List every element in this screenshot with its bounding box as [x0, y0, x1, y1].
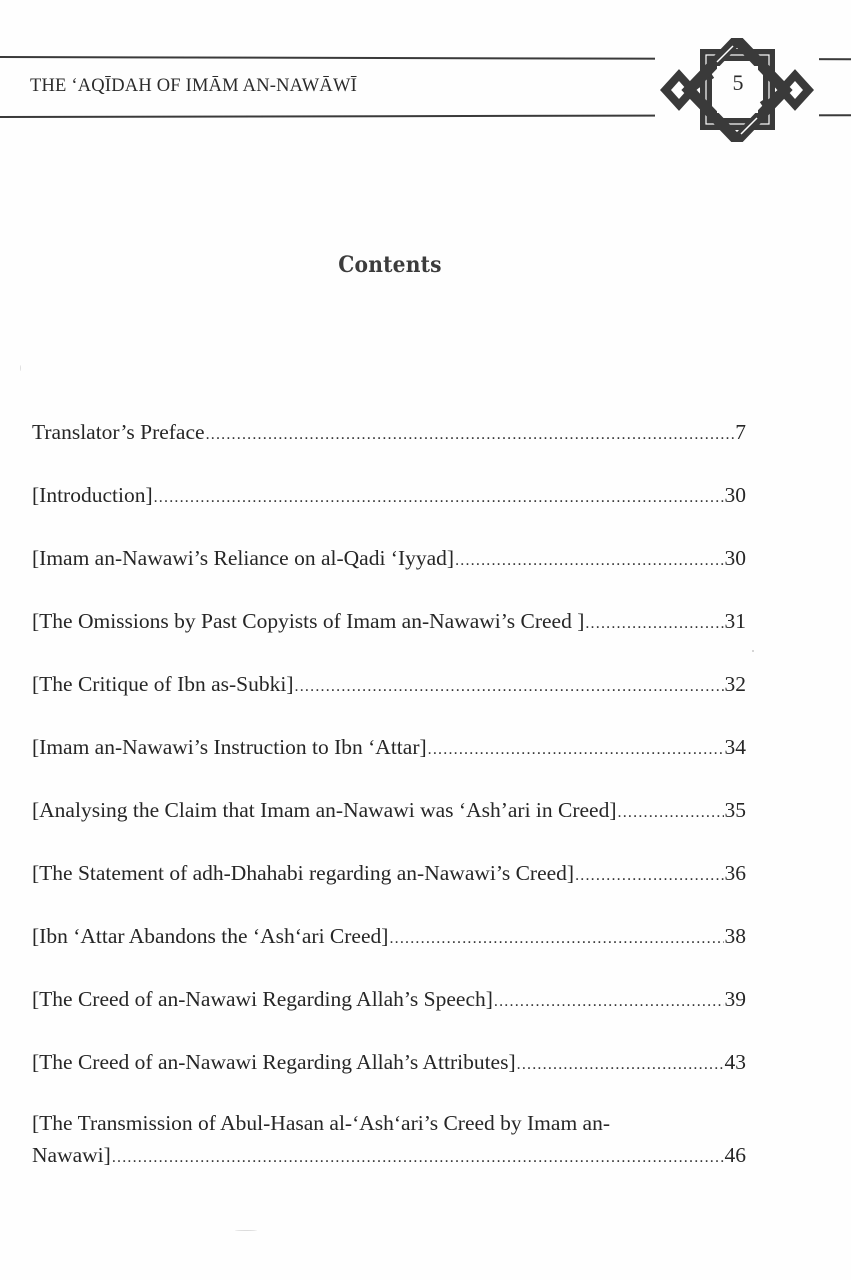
toc-entry-title: [Ibn ‘Attar Abandons the ‘Ash‘ari Creed]	[32, 924, 389, 948]
toc-entry-page: 32	[724, 672, 746, 696]
toc-entry-page: 35	[724, 798, 746, 822]
toc-entry[interactable]	[32, 607, 746, 638]
toc-entry-title: [The Critique of Ibn as-Subki]	[32, 672, 294, 696]
toc-entry-page: 34	[724, 735, 746, 759]
toc-entry-title: [Analysing the Claim that Imam an-Nawawi was ‘Ash’ari in Creed]	[32, 798, 617, 822]
toc-entry[interactable]	[32, 859, 746, 890]
toc-entry-page: 7	[735, 420, 746, 444]
toc-entry[interactable]	[32, 1048, 746, 1079]
dot-leader	[389, 925, 723, 953]
toc-entry-title: [The Omissions by Past Copyists of Imam an-Nawawi’s Creed ]	[32, 609, 585, 633]
page-title: Contents	[338, 252, 442, 278]
toc-entry-title: [Imam an-Nawawi’s Reliance on al-Qadi ‘Iyyad]	[32, 546, 455, 570]
toc-entry-page: 46	[724, 1143, 746, 1167]
scan-speck	[752, 650, 754, 652]
toc-entry-title: [The Creed of an-Nawawi Regarding Allah’s Attributes]	[32, 1050, 516, 1074]
toc-entry-title-line2: Nawawi]	[32, 1143, 111, 1167]
dot-leader	[295, 673, 724, 701]
dot-leader	[206, 421, 735, 449]
toc-entry-title: [The Creed of an-Nawawi Regarding Allah’s Speech]	[32, 987, 493, 1011]
dot-leader	[112, 1144, 724, 1172]
toc-entry[interactable]	[32, 733, 746, 764]
toc-entry[interactable]	[32, 985, 746, 1016]
dot-leader	[575, 862, 723, 890]
dot-leader	[428, 736, 724, 764]
dot-leader	[154, 484, 724, 512]
toc-entry[interactable]	[32, 418, 746, 449]
dot-leader	[585, 610, 723, 638]
scan-speck	[20, 365, 21, 371]
dot-leader	[494, 988, 724, 1016]
toc-entry-title: [The Statement of adh-Dhahabi regarding an-Nawawi’s Creed]	[32, 861, 575, 885]
toc-entry-title: [Imam an-Nawawi’s Instruction to Ibn ‘Attar]	[32, 735, 427, 759]
page-number: 5	[732, 70, 744, 95]
toc-entry-page: 31	[724, 609, 746, 633]
toc-entry[interactable]	[32, 796, 746, 827]
toc-entry-page: 43	[724, 1050, 746, 1074]
dot-leader	[455, 547, 723, 575]
toc-entry[interactable]	[32, 670, 746, 701]
toc-entry-page: 39	[724, 987, 746, 1011]
toc-entry[interactable]	[32, 544, 746, 575]
toc-entry-title: [Introduction]	[32, 483, 153, 507]
toc-entry-title-line1: [The Transmission of Abul-Hasan al-‘Ash‘ari’s Creed by Imam an-	[32, 1111, 611, 1135]
dot-leader	[517, 1051, 724, 1079]
toc-entry[interactable]	[32, 922, 746, 953]
toc-entry-page: 38	[724, 924, 746, 948]
toc-entry[interactable]	[32, 481, 746, 512]
toc-entry-page: 30	[724, 483, 746, 507]
running-title: THE ‘AQĪDAH OF IMĀM AN-NAWĀWĪ	[30, 76, 357, 96]
toc-entry-title: Translator’s Preface	[32, 420, 205, 444]
toc-entry-page: 30	[724, 546, 746, 570]
dot-leader	[618, 799, 724, 827]
toc-entry-page: 36	[724, 861, 746, 885]
toc-entry-multiline[interactable]	[32, 1109, 746, 1172]
scan-speck	[235, 1230, 257, 1231]
table-of-contents	[32, 418, 746, 1204]
